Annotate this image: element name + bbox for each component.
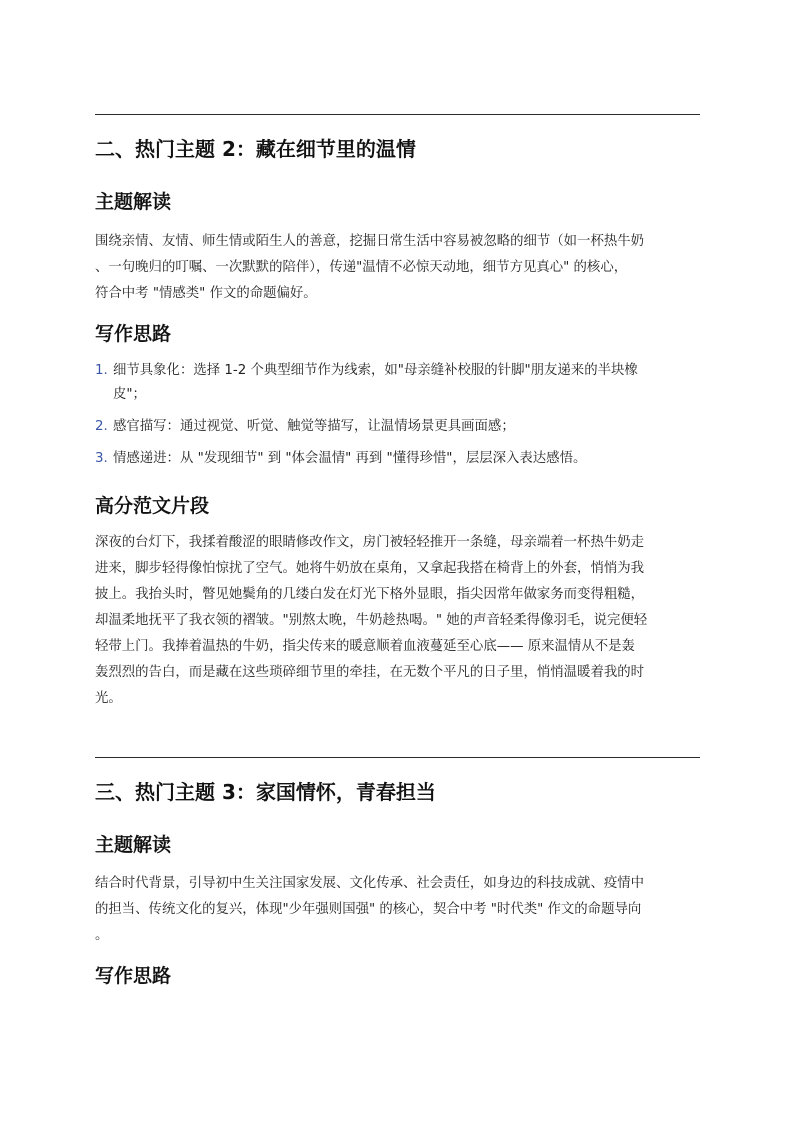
section2-approach-title: 写作思路 [95,323,172,345]
text-line: 结合时代背景，引导初中生关注国家发展、文化传承、社会责任，如身边的科技成就、疫情中 [95,876,645,891]
text-line: 符合中考 "情感类" 作文的命题偏好。 [95,286,317,301]
text-line: 光。 [95,691,122,706]
text-line: 的担当、传统文化的复兴，体现"少年强则国强" 的核心，契合中考 "时代类" 作文的命题导向 [95,902,642,917]
section2-heading: 二、热门主题 2：藏在细节里的温情 [95,137,416,161]
section2-approach-list [95,359,705,479]
text-line: 。 [95,928,109,943]
section2-interpretation-text [95,229,705,307]
section3-interpretation-title: 主题解读 [95,834,172,856]
section-divider-top [95,114,700,115]
section3-heading: 三、热门主题 3：家国情怀，青春担当 [95,780,436,804]
text-line: 轰烈烈的告白，而是藏在这些琐碎细节里的牵挂，在无数个平凡的日子里，悄悄温暖着我的时 [95,665,645,680]
text-line: 细节具象化：选择 1-2 个典型细节作为线索，如"母亲缝补校服的针脚"朋友递来的半块橡 [113,363,638,378]
section2-excerpt-title: 高分范文片段 [95,495,210,517]
section3-interpretation-text [95,871,705,949]
text-line: 情感递进：从 "发现细节" 到 "体会温情" 再到 "懂得珍惜"，层层深入表达感悟。 [113,451,587,466]
list-number: 3. [95,451,108,466]
text-line: 皮"； [113,387,146,402]
list-number: 2. [95,419,108,434]
list-number: 1. [95,363,108,378]
text-line: 轻带上门。我捧着温热的牛奶，指尖传来的暖意顺着血液蔓延至心底—— 原来温情从不是轰 [95,639,635,654]
list-item [95,447,705,471]
section-divider-bottom [95,757,700,758]
section2-interpretation-title: 主题解读 [95,191,172,213]
text-line: 感官描写：通过视觉、听觉、触觉等描写，让温情场景更具画面感； [113,419,515,434]
text-line: 深夜的台灯下，我揉着酸涩的眼睛修改作文，房门被轻轻推开一条缝，母亲端着一杯热牛奶走 [95,535,645,550]
section3-approach-title: 写作思路 [95,965,172,987]
text-line: 却温柔地抚平了我衣领的褶皱。"别熬太晚，牛奶趁热喝。" 她的声音轻柔得像羽毛，说完便轻 [95,613,648,628]
list-item [95,359,705,407]
text-line: 进来，脚步轻得像怕惊扰了空气。她将牛奶放在桌角，又拿起我搭在椅背上的外套，悄悄为我 [95,561,645,576]
section2-excerpt-text [95,530,705,712]
text-line: 、一句晚归的叮嘱、一次默默的陪伴），传递"温情不必惊天动地，细节方见真心" 的核心， [95,260,628,275]
list-item [95,415,705,439]
text-line: 披上。我抬头时，瞥见她鬓角的几缕白发在灯光下格外显眼，指尖因常年做家务而变得粗糙， [95,587,645,602]
text-line: 围绕亲情、友情、师生情或陌生人的善意，挖掘日常生活中容易被忽略的细节（如一杯热牛奶 [95,234,645,249]
